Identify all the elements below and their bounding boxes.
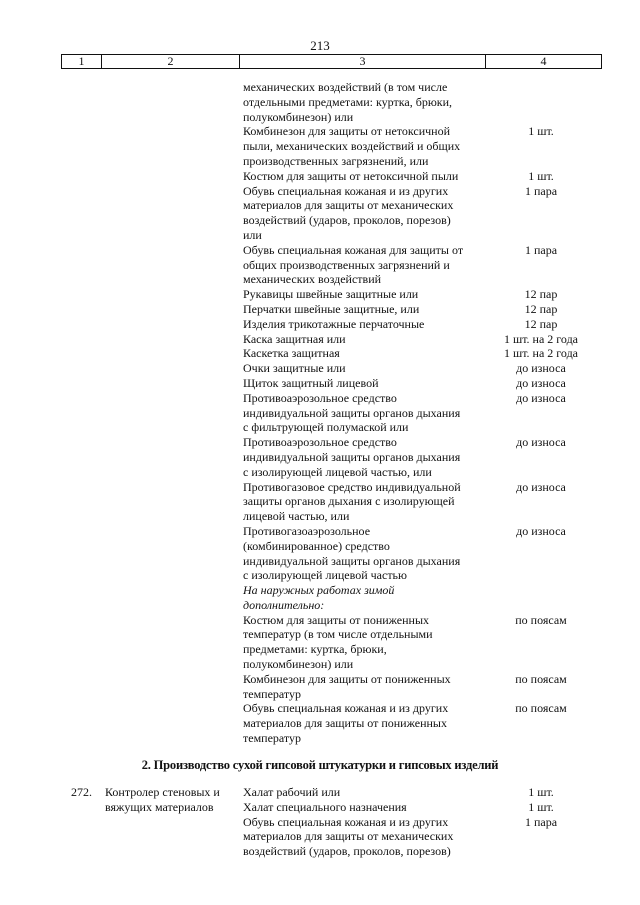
item-name-line: Противогазоаэрозольное [243,523,371,538]
item-name-line: производственных загрязнений, или [243,153,429,168]
item-name-line: лицевой частью, или [243,509,350,524]
item-name [243,346,483,361]
item-name-line: полукомбинезон) или [243,657,354,672]
item-name [243,800,483,815]
item-quantity: по поясам [515,701,567,716]
item-name [243,583,483,613]
item-name-line: Обувь специальная кожаная и из других [243,814,449,829]
item-name [243,317,483,332]
list-item [0,672,640,702]
column-header-3: 3 [240,55,486,68]
item-name-line: пыли, механических воздействий и общих [243,139,461,154]
list-item [0,524,640,583]
list-item [0,169,640,184]
item-name-line: индивидуальной защиты органов дыхания [243,553,461,568]
item-quantity [483,583,599,613]
item-name-line: или [243,227,262,242]
list-item [0,302,640,317]
item-name [243,287,483,302]
item-name-line: Изделия трикотажные перчаточные [243,316,425,331]
item-name-line: Обувь специальная кожаная и из других [243,183,449,198]
item-name-line: защиты органов дыхания с изолирующей [243,494,455,509]
item-quantity: 1 шт. [528,124,554,139]
list-item [0,243,640,287]
item-name-line: индивидуальной защиты органов дыхания [243,449,461,464]
item-name-line: механических воздействий (в том числе [243,80,448,94]
item-name [243,80,483,124]
list-item [0,583,640,613]
item-name-line: Противоаэрозольное средство [243,390,397,405]
item-name [243,613,483,672]
item-quantity: до износа [516,435,566,450]
item-name-line: температур [243,686,302,701]
job-equipment-list [0,785,640,859]
item-name-line: с изолирующей лицевой частью [243,568,407,583]
item-name [243,376,483,391]
item-quantity: до износа [516,375,566,390]
item-name-line: материалов для защиты от механических [243,829,454,844]
list-item [0,435,640,479]
list-item [0,124,640,168]
column-header-row [61,54,602,69]
item-name [243,672,483,702]
item-name [243,391,483,435]
list-item [0,815,640,859]
list-item [0,376,640,391]
page-number: 213 [310,38,330,53]
item-name-line: Очки защитные или [243,361,346,376]
item-name-line: температур (в том числе отдельными [243,627,433,642]
column-header-1: 1 [62,55,102,68]
item-quantity: 1 пара [524,183,558,198]
item-name-line: дополнительно: [243,597,325,612]
item-name [243,169,483,184]
list-item [0,613,640,672]
protective-equipment-list [0,80,640,746]
item-quantity: 12 пар [524,301,558,316]
item-name-line: Перчатки швейные защитные, или [243,301,420,316]
list-item [0,80,640,124]
item-quantity: до износа [516,523,566,538]
item-name [243,701,483,745]
list-item [0,184,640,243]
item-name-line: (комбинированное) средство [243,538,390,553]
item-name [243,815,483,859]
item-name-line: механических воздействий [243,272,382,287]
list-item [0,480,640,524]
item-name-line: общих производственных загрязнений и [243,257,450,272]
item-name [243,184,483,243]
item-quantity [483,80,599,124]
item-name [243,480,483,524]
job-number: 272. [71,785,92,799]
item-name [243,785,483,800]
item-quantity: до износа [516,479,566,494]
list-item [0,391,640,435]
list-item [0,346,640,361]
item-name [243,435,483,479]
item-name-line: отдельными предметами: куртка, брюки, [243,94,453,109]
item-quantity: по поясам [515,612,567,627]
section-title: 2. Производство сухой гипсовой штукатурки и гипсовых изделий [141,758,499,772]
list-item [0,785,640,800]
item-name-line: Каска защитная или [243,331,346,346]
item-name-line: с изолирующей лицевой частью, или [243,464,432,479]
item-name-line: Комбинезон для защиты от нетоксичной [243,124,451,139]
item-name-line: Обувь специальная кожаная для защиты от [243,242,464,257]
item-name-line: Противогазовое средство индивидуальной [243,479,461,494]
list-item [0,361,640,376]
item-quantity: 12 пар [524,287,558,302]
item-name-line: воздействий (ударов, проколов, порезов) [243,213,451,228]
list-item [0,332,640,347]
column-header-2: 2 [102,55,240,68]
item-name [243,124,483,168]
list-item [0,287,640,302]
item-name [243,243,483,287]
item-name [243,332,483,347]
item-name-line: Комбинезон для защиты от пониженных [243,671,451,686]
item-quantity: 1 шт. [528,785,554,799]
item-name-line: Щиток защитный лицевой [243,375,379,390]
item-name-line: с фильтрующей полумаской или [243,420,409,435]
item-quantity: по поясам [515,671,567,686]
item-name [243,361,483,376]
item-name-line: Халат специального назначения [243,799,407,814]
item-quantity: 1 шт. [528,799,554,814]
list-item [0,800,640,815]
item-quantity: 1 шт. на 2 года [503,331,579,346]
item-quantity: 1 шт. [528,168,554,183]
item-name [243,302,483,317]
item-name-line: Костюм для защиты от нетоксичной пыли [243,168,459,183]
item-name-line: температур [243,731,302,746]
item-name-line: Халат рабочий или [243,785,341,799]
item-quantity: до износа [516,361,566,376]
item-name-line: индивидуальной защиты органов дыхания [243,405,461,420]
item-quantity: 12 пар [524,316,558,331]
item-name-line: материалов для защиты от механических [243,198,454,213]
list-item [0,701,640,745]
item-name [243,524,483,583]
job-title-line: Контролер стеновых и [105,785,220,799]
list-item [0,317,640,332]
item-name-line: воздействий (ударов, проколов, порезов) [243,844,451,859]
item-name-line: Костюм для защиты от пониженных [243,612,430,627]
item-quantity: до износа [516,390,566,405]
item-name-line: материалов для защиты от пониженных [243,716,447,731]
item-name-line: На наружных работах зимой [243,583,395,598]
item-quantity: 1 шт. на 2 года [503,346,579,361]
column-header-4: 4 [540,54,547,68]
job-title-line: вяжущих материалов [105,799,214,814]
item-quantity: 1 пара [524,242,558,257]
item-name-line: Рукавицы швейные защитные или [243,287,419,302]
item-name-line: Противоаэрозольное средство [243,435,397,450]
item-name-line: предметами: куртка, брюки, [243,642,387,657]
item-name-line: Обувь специальная кожаная и из других [243,701,449,716]
item-name-line: Каскетка защитная [243,346,340,361]
item-name-line: полукомбинезон) или [243,109,354,124]
item-quantity: 1 пара [524,814,558,829]
